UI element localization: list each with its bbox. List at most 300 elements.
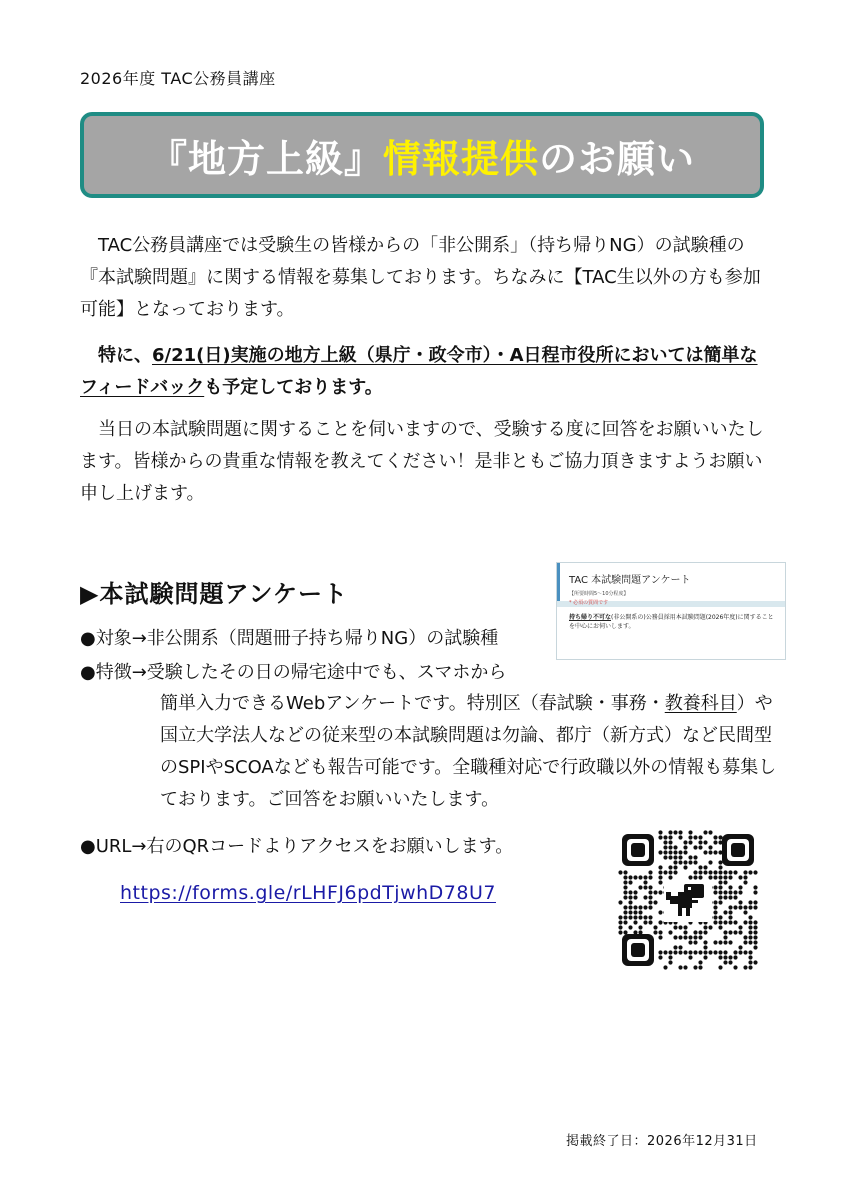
qr-module-dot (713, 940, 717, 944)
qr-module-dot (698, 865, 702, 869)
qr-module-dot (678, 935, 682, 939)
feature-text-underlined: 教養科目 (664, 693, 737, 714)
qr-module-dot (648, 890, 652, 894)
intro-2-underlined: 6/21(日)実施の地方上級（県庁・政令市）・A日程市役所においては簡単なフィードバック (80, 345, 758, 398)
banner-part-1: 『地方上級』 (148, 136, 383, 181)
qr-module-dot (723, 930, 727, 934)
qr-module-dot (738, 875, 742, 879)
qr-module-dot (693, 950, 697, 954)
form-preview-body (557, 607, 785, 631)
qr-module-dot (718, 915, 722, 919)
qr-module-dot (728, 890, 732, 894)
qr-module-dot (718, 940, 722, 944)
qr-module-dot (628, 900, 632, 904)
qr-module-dot (633, 930, 637, 934)
qr-module-dot (708, 925, 712, 929)
form-preview-body-underlined: 持ち帰り不可な (569, 614, 612, 621)
qr-module-dot (693, 965, 697, 969)
qr-module-dot (713, 870, 717, 874)
qr-module-dot (753, 925, 757, 929)
qr-module-dot (738, 930, 742, 934)
qr-module-dot (733, 930, 737, 934)
qr-module-dot (703, 865, 707, 869)
qr-module-dot (623, 895, 627, 899)
qr-module-dot (738, 945, 742, 949)
qr-module-dot (753, 920, 757, 924)
qr-module-dot (718, 880, 722, 884)
qr-module-dot (623, 885, 627, 889)
qr-module-dot (748, 870, 752, 874)
qr-module-dot (753, 940, 757, 944)
qr-module-dot (723, 875, 727, 879)
qr-module-dot (718, 865, 722, 869)
qr-module-dot (658, 955, 662, 959)
qr-module-dot (668, 850, 672, 854)
qr-module-dot (718, 835, 722, 839)
qr-module-dot (713, 920, 717, 924)
qr-module-dot (753, 885, 757, 889)
qr-module-dot (713, 910, 717, 914)
qr-module-dot (683, 965, 687, 969)
qr-module-dot (668, 835, 672, 839)
qr-module-dot (648, 905, 652, 909)
qr-module-dot (633, 910, 637, 914)
qr-module-dot (678, 945, 682, 949)
qr-module-dot (633, 895, 637, 899)
qr-module-dot (728, 920, 732, 924)
form-preview-thumbnail (556, 562, 786, 660)
qr-module-dot (638, 910, 642, 914)
qr-module-dot (753, 900, 757, 904)
qr-module-dot (723, 960, 727, 964)
qr-module-dot (728, 915, 732, 919)
qr-module-dot (728, 870, 732, 874)
qr-module-dot (698, 875, 702, 879)
banner-part-3: のお願い (539, 136, 696, 181)
qr-module-dot (728, 930, 732, 934)
bullet-feature: ●特徴→受験したその日の帰宅途中でも、スマホから (80, 662, 507, 683)
qr-module-dot (753, 945, 757, 949)
qr-module-dot (653, 900, 657, 904)
qr-module-dot (688, 955, 692, 959)
qr-module-dot (658, 865, 662, 869)
qr-module-dot (673, 845, 677, 849)
qr-module-dot (658, 950, 662, 954)
qr-module-dot (718, 950, 722, 954)
qr-module-dot (723, 870, 727, 874)
intro-paragraph-3 (80, 414, 772, 510)
qr-module-dot (658, 835, 662, 839)
qr-module-dot (673, 855, 677, 859)
qr-module-dot (703, 850, 707, 854)
qr-module-dot (743, 905, 747, 909)
qr-module-dot (708, 950, 712, 954)
qr-module-dot (628, 890, 632, 894)
qr-module-dot (648, 915, 652, 919)
qr-module-dot (748, 920, 752, 924)
qr-module-dot (743, 935, 747, 939)
qr-module-dot (753, 890, 757, 894)
qr-module-dot (698, 835, 702, 839)
qr-module-dot (648, 875, 652, 879)
qr-module-dot (733, 890, 737, 894)
qr-module-dot (643, 915, 647, 919)
qr-module-dot (618, 930, 622, 934)
qr-module-dot (653, 890, 657, 894)
posting-end-date: 掲載終了日：2026年12月31日 (566, 1134, 758, 1149)
qr-module-dot (688, 950, 692, 954)
qr-module-dot (618, 925, 622, 929)
qr-module-dot (643, 905, 647, 909)
qr-module-dot (658, 920, 662, 924)
qr-module-dot (693, 860, 697, 864)
intro-text-1: TAC公務員講座では受験生の皆様からの「非公開系」（持ち帰りNG）の試験種の『本試験問題』に関する情報を募集しております。ちなみに【TAC生以外の方も参加可能】となっております。 (80, 235, 761, 320)
qr-module-dot (678, 850, 682, 854)
qr-module-dot (698, 965, 702, 969)
qr-module-dot (708, 875, 712, 879)
qr-module-dot (698, 935, 702, 939)
qr-module-dot (663, 870, 667, 874)
qr-module-dot (683, 845, 687, 849)
qr-module-dot (718, 885, 722, 889)
qr-module-dot (718, 900, 722, 904)
qr-module-dot (623, 880, 627, 884)
qr-module-dot (678, 860, 682, 864)
qr-module-dot (748, 905, 752, 909)
qr-module-dot (748, 940, 752, 944)
qr-module-dot (713, 950, 717, 954)
qr-module-dot (648, 885, 652, 889)
qr-module-dot (668, 830, 672, 834)
qr-module-dot (683, 860, 687, 864)
qr-module-dot (673, 945, 677, 949)
qr-module-dot (658, 890, 662, 894)
qr-module-dot (633, 905, 637, 909)
qr-module-dot (693, 935, 697, 939)
qr-module-dot (708, 830, 712, 834)
qr-module-dot (718, 925, 722, 929)
survey-url-link[interactable]: https://forms.gle/rLHFJ6pdTjwhD78U7 (120, 882, 496, 904)
qr-module-dot (633, 890, 637, 894)
qr-module-dot (668, 870, 672, 874)
qr-module-dot (718, 965, 722, 969)
qr-module-dot (703, 955, 707, 959)
qr-module-dot (693, 930, 697, 934)
qr-module-dot (688, 840, 692, 844)
qr-module-dot (668, 845, 672, 849)
qr-module-dot (648, 920, 652, 924)
qr-module-dot (733, 950, 737, 954)
qr-module-dot (643, 880, 647, 884)
qr-module-dot (638, 925, 642, 929)
qr-module-dot (678, 855, 682, 859)
qr-module-dot (683, 935, 687, 939)
qr-module-dot (633, 920, 637, 924)
qr-module-dot (633, 915, 637, 919)
qr-module-dot (618, 920, 622, 924)
qr-module-dot (748, 950, 752, 954)
qr-module-dot (628, 925, 632, 929)
qr-module-dot (738, 900, 742, 904)
qr-module-dot (683, 925, 687, 929)
feature-text-b: ）や国立大学法人などの従来型の本試験問題は勿論、都庁（新方式）など民間型のSPIやSCOAなども報告可能です。全職種対応で行政職以外の情報も募集しております。ご回答をお願いいたします。 (160, 693, 777, 810)
qr-module-dot (663, 840, 667, 844)
qr-module-dot (633, 875, 637, 879)
qr-module-dot (668, 840, 672, 844)
qr-module-dot (688, 855, 692, 859)
qr-module-dot (743, 870, 747, 874)
qr-module-dot (718, 955, 722, 959)
qr-module-dot (738, 950, 742, 954)
qr-module-dot (743, 920, 747, 924)
qr-module-dot (683, 950, 687, 954)
qr-module-dot (673, 870, 677, 874)
qr-module-dot (703, 925, 707, 929)
qr-module-dot (658, 830, 662, 834)
qr-module-dot (688, 875, 692, 879)
qr-module-dot (748, 965, 752, 969)
header-label: 2026年度 TAC公務員講座 (80, 69, 276, 88)
qr-module-dot (693, 875, 697, 879)
qr-module-dot (623, 910, 627, 914)
qr-module-dot (668, 865, 672, 869)
qr-module-dot (668, 960, 672, 964)
section-title: ▶本試験問題アンケート (80, 580, 349, 608)
qr-module-dot (753, 905, 757, 909)
qr-module-dot (708, 850, 712, 854)
title-banner (80, 112, 764, 198)
qr-module-dot (753, 930, 757, 934)
qr-module-dot (703, 830, 707, 834)
qr-module-dot (743, 910, 747, 914)
qr-module-dot (623, 875, 627, 879)
qr-module-dot (693, 845, 697, 849)
qr-module-dot (728, 960, 732, 964)
qr-module-dot (628, 910, 632, 914)
qr-module-dot (623, 870, 627, 874)
qr-module-dot (723, 890, 727, 894)
qr-module-dot (628, 915, 632, 919)
qr-code-dino-icon[interactable] (618, 830, 758, 970)
qr-module-dot (643, 895, 647, 899)
qr-module-dot (623, 920, 627, 924)
qr-module-dot (663, 855, 667, 859)
qr-module-dot (748, 935, 752, 939)
qr-module-dot (703, 930, 707, 934)
qr-module-dot (618, 900, 622, 904)
qr-module-dot (663, 835, 667, 839)
form-preview-title: TAC 本試験問題アンケート (569, 575, 691, 586)
qr-module-dot (643, 920, 647, 924)
qr-module-dot (703, 945, 707, 949)
qr-module-dot (713, 875, 717, 879)
qr-module-dot (688, 935, 692, 939)
qr-module-dot (743, 880, 747, 884)
qr-module-dot (728, 885, 732, 889)
qr-module-dot (668, 875, 672, 879)
qr-module-dot (738, 905, 742, 909)
qr-module-dot (748, 915, 752, 919)
qr-module-dot (718, 870, 722, 874)
form-preview-body-text: (非公開系の)公務員採用本試験問題(2026年度)に関することを中心にお伺いします。 (569, 614, 774, 630)
form-preview-required-note: * 必須の質問です (569, 600, 609, 606)
qr-module-dot (668, 950, 672, 954)
qr-module-dot (668, 955, 672, 959)
qr-module-dot (723, 910, 727, 914)
qr-module-dot (678, 950, 682, 954)
qr-module-dot (623, 905, 627, 909)
qr-module-dot (658, 935, 662, 939)
qr-module-dot (718, 850, 722, 854)
qr-module-dot (673, 950, 677, 954)
qr-module-dot (713, 840, 717, 844)
qr-module-dot (678, 835, 682, 839)
qr-module-dot (698, 870, 702, 874)
qr-module-dot (713, 900, 717, 904)
qr-module-dot (708, 860, 712, 864)
qr-module-dot (748, 955, 752, 959)
qr-module-dot (703, 840, 707, 844)
qr-module-dot (718, 875, 722, 879)
qr-module-dot (698, 840, 702, 844)
qr-module-dot (723, 880, 727, 884)
qr-module-dot (643, 885, 647, 889)
qr-module-dot (673, 850, 677, 854)
qr-module-dot (703, 950, 707, 954)
bullet-url: ●URL→右のQRコードよりアクセスをお願いします。 (80, 836, 514, 857)
qr-module-dot (743, 965, 747, 969)
qr-module-dot (748, 930, 752, 934)
qr-module-dot (703, 870, 707, 874)
qr-module-dot (668, 930, 672, 934)
intro-text-3: 当日の本試験問題に関することを伺いますので、受験する度に回答をお願いいたします。皆様からの貴重な情報を教えてください！是非ともご協力頂きますようお願い申し上げます。 (80, 419, 764, 504)
feature-description (160, 688, 780, 816)
qr-module-dot (723, 950, 727, 954)
intro-2-suffix: も予定しております。 (204, 377, 383, 398)
qr-module-dot (648, 900, 652, 904)
qr-module-dot (733, 870, 737, 874)
qr-module-dot (663, 965, 667, 969)
qr-module-dot (668, 855, 672, 859)
form-preview-subtitle: 【所要時間5～10分程度】 (569, 591, 629, 597)
qr-module-dot (753, 960, 757, 964)
qr-module-dot (713, 835, 717, 839)
qr-module-dot (683, 865, 687, 869)
qr-module-dot (628, 895, 632, 899)
qr-module-dot (713, 915, 717, 919)
qr-module-dot (673, 860, 677, 864)
qr-module-dot (703, 940, 707, 944)
qr-module-dot (658, 870, 662, 874)
qr-module-dot (648, 895, 652, 899)
qr-module-dot (643, 875, 647, 879)
qr-module-dot (708, 870, 712, 874)
qr-module-dot (653, 925, 657, 929)
qr-module-dot (673, 935, 677, 939)
qr-module-dot (723, 940, 727, 944)
qr-module-dot (718, 860, 722, 864)
qr-module-dot (733, 905, 737, 909)
qr-module-dot (623, 915, 627, 919)
qr-module-dot (678, 965, 682, 969)
qr-module-dot (698, 950, 702, 954)
qr-module-dot (733, 920, 737, 924)
qr-module-dot (718, 890, 722, 894)
qr-module-dot (723, 895, 727, 899)
qr-module-dot (688, 835, 692, 839)
qr-module-dot (693, 855, 697, 859)
qr-module-dot (618, 870, 622, 874)
qr-module-dot (748, 925, 752, 929)
qr-module-dot (718, 920, 722, 924)
intro-paragraph-2 (80, 340, 772, 404)
qr-module-dot (688, 830, 692, 834)
qr-module-dot (688, 860, 692, 864)
qr-module-dot (658, 850, 662, 854)
qr-module-dot (638, 875, 642, 879)
qr-module-dot (623, 930, 627, 934)
qr-module-dot (658, 880, 662, 884)
banner-part-2: 情報提供 (382, 136, 539, 181)
qr-module-dot (753, 870, 757, 874)
qr-module-dot (743, 875, 747, 879)
qr-module-dot (693, 940, 697, 944)
qr-module-dot (698, 930, 702, 934)
qr-module-dot (658, 875, 662, 879)
qr-module-dot (653, 930, 657, 934)
qr-module-dot (728, 875, 732, 879)
qr-module-dot (638, 885, 642, 889)
qr-module-dot (733, 895, 737, 899)
qr-module-dot (673, 925, 677, 929)
qr-module-dot (723, 920, 727, 924)
qr-module-dot (733, 955, 737, 959)
qr-module-dot (733, 965, 737, 969)
qr-module-dot (743, 950, 747, 954)
qr-module-dot (713, 890, 717, 894)
intro-2-prefix: 特に、 (98, 345, 152, 366)
qr-module-dot (713, 905, 717, 909)
qr-module-dot (723, 955, 727, 959)
qr-module-dot (693, 835, 697, 839)
qr-module-dot (663, 845, 667, 849)
qr-module-dot (698, 960, 702, 964)
qr-module-dot (748, 960, 752, 964)
qr-module-dot (628, 880, 632, 884)
qr-module-dot (738, 890, 742, 894)
qr-module-dot (648, 870, 652, 874)
qr-module-dot (623, 890, 627, 894)
qr-module-dot (638, 905, 642, 909)
intro-paragraph-1 (80, 230, 772, 326)
qr-module-dot (738, 885, 742, 889)
qr-module-dot (718, 840, 722, 844)
qr-module-dot (728, 895, 732, 899)
qr-module-dot (718, 895, 722, 899)
qr-module-dot (738, 925, 742, 929)
qr-module-dot (658, 910, 662, 914)
qr-module-dot (673, 830, 677, 834)
qr-module-dot (743, 940, 747, 944)
qr-module-dot (678, 830, 682, 834)
qr-module-dot (748, 900, 752, 904)
qr-module-dot (683, 840, 687, 844)
qr-module-dot (628, 905, 632, 909)
qr-module-dot (728, 940, 732, 944)
qr-module-dot (628, 875, 632, 879)
qr-module-dot (723, 935, 727, 939)
qr-module-dot (708, 845, 712, 849)
